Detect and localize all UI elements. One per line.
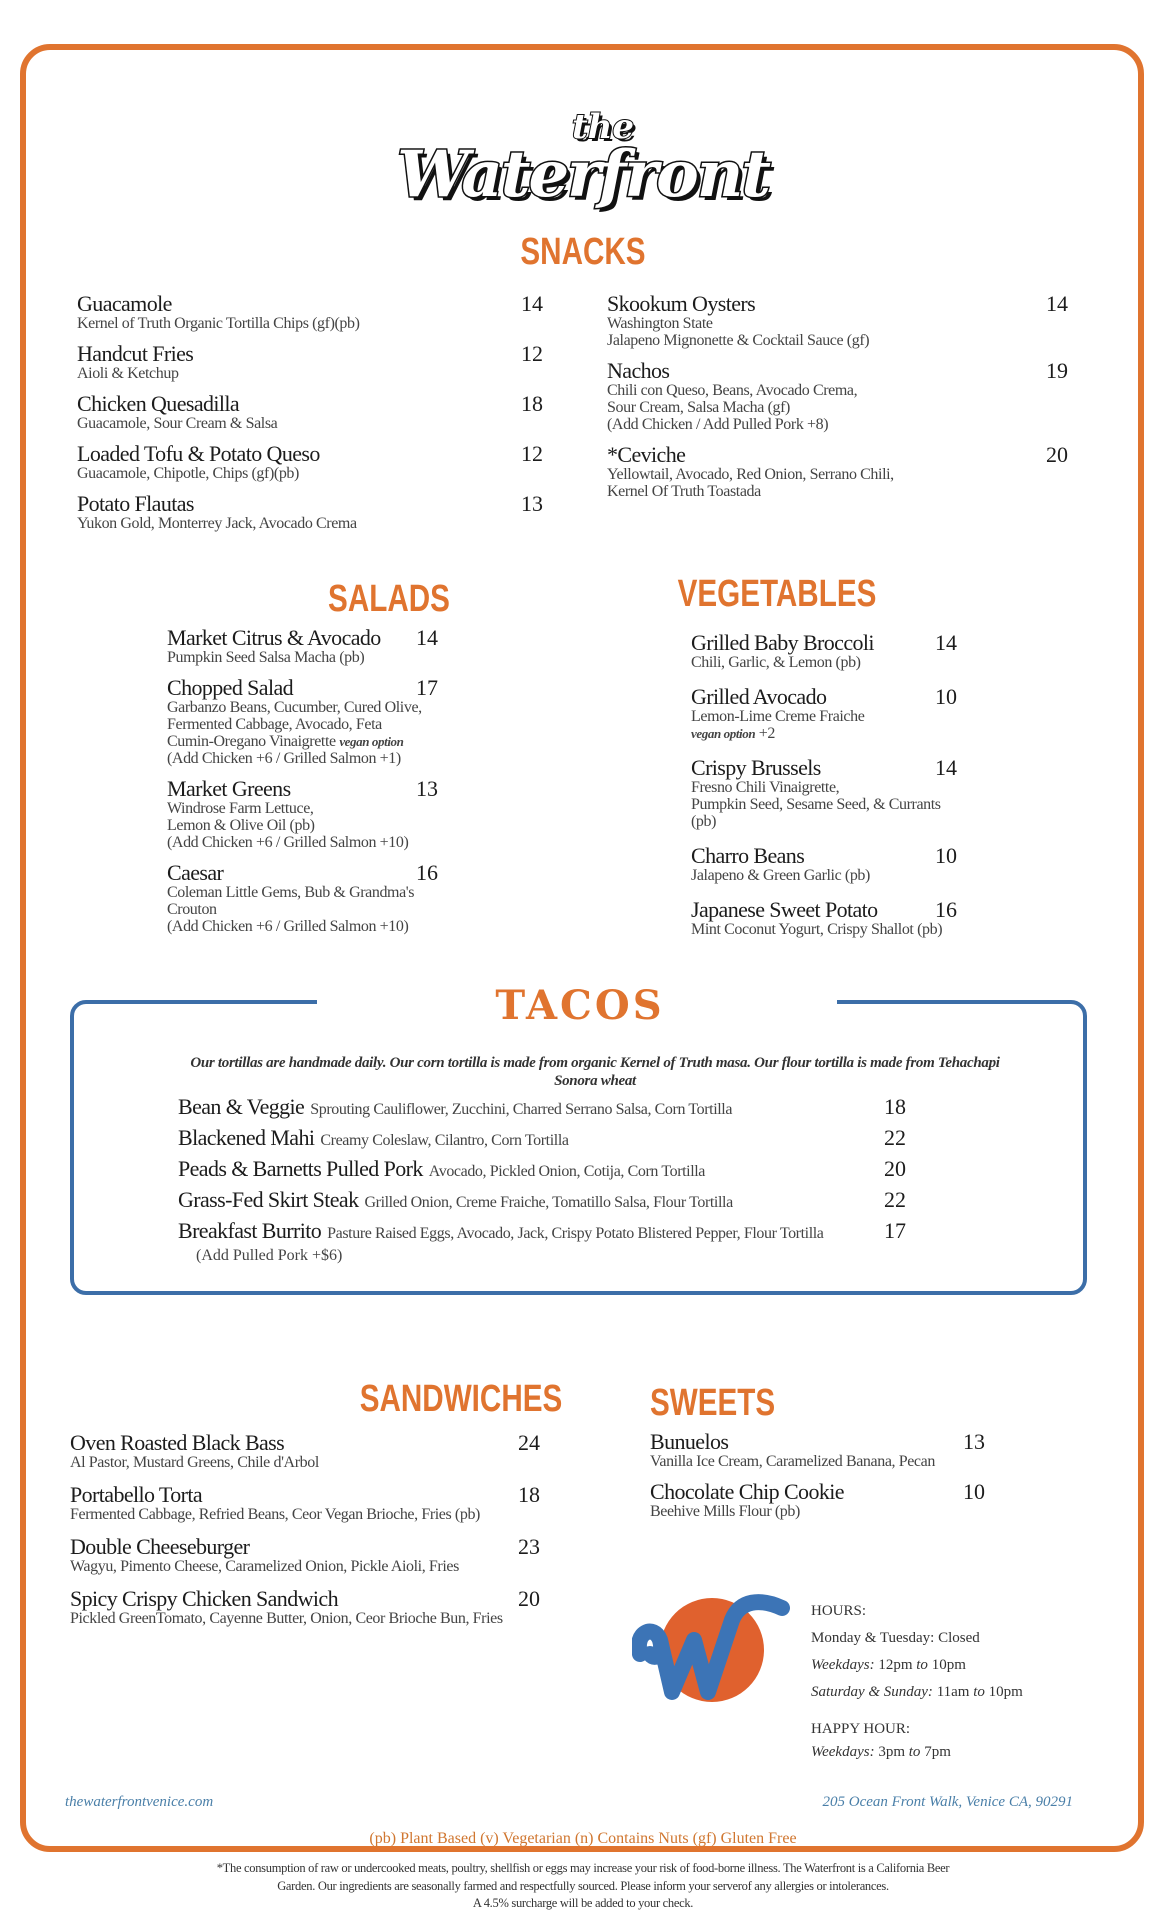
item-description — [607, 483, 1068, 500]
item-price: 10 — [963, 1479, 985, 1504]
item-description-text: (Add Chicken +6 / Grilled Salmon +1) — [167, 750, 401, 767]
item-price: 14 — [935, 630, 957, 655]
item-description — [607, 416, 1068, 433]
hours-closed: Monday & Tuesday: Closed — [811, 1630, 980, 1646]
item-price: 14 — [416, 625, 438, 650]
item-description — [691, 654, 957, 671]
item-description-text: Guacamole, Chipotle, Chips (gf)(pb) — [77, 465, 299, 482]
item-price: 23 — [518, 1534, 540, 1559]
hours-title: HOURS: — [811, 1603, 867, 1619]
menu-item — [691, 845, 957, 884]
taco-description: Grilled Onion, Creme Fraiche, Tomatillo Salsa, Flour Tortilla — [364, 1194, 733, 1211]
sweets-heading: SWEETS — [650, 1382, 776, 1424]
item-price: 13 — [521, 491, 543, 516]
item-description — [691, 779, 957, 796]
tacos-intro: Our tortillas are handmade daily. Our corn tortilla is made from organic Kernel of Truth masa. Our flour tortilla is made from Tehachapi Sonora wheat — [190, 1055, 1000, 1089]
menu-item — [77, 393, 543, 432]
salads-heading: SALADS — [328, 578, 450, 620]
menu-item — [691, 686, 957, 742]
item-description-text: Yukon Gold, Monterrey Jack, Avocado Crema — [77, 515, 357, 532]
taco-description: Pasture Raised Eggs, Avocado, Jack, Crispy Potato Blistered Pepper, Flour Tortilla — [327, 1225, 824, 1242]
item-description-text: Garbanzo Beans, Cucumber, Cured Olive, — [167, 699, 422, 716]
menu-item — [691, 899, 957, 938]
item-price: 14 — [1046, 291, 1068, 316]
disclaimer-line: Garden. Our ingredients are seasonally farmed and respectfully sourced. Please inform your serverof any allergies or intolerances. — [277, 1878, 889, 1893]
taco-price: 17 — [884, 1218, 906, 1243]
item-description-text: Cumin-Oregano Vinaigrette — [167, 733, 336, 750]
item-description — [167, 733, 438, 750]
menu-item — [167, 627, 438, 666]
item-description-text: Pumpkin Seed, Sesame Seed, & Currants (pb) — [691, 796, 941, 830]
item-name: Market Citrus & Avocado — [167, 625, 381, 650]
dietary-legend: (pb) Plant Based (v) Vegetarian (n) Contains Nuts (gf) Gluten Free — [369, 1830, 797, 1847]
hours-weekend-open: 11am — [936, 1684, 970, 1700]
item-description-text: Al Pastor, Mustard Greens, Chile d'Arbol — [70, 1454, 319, 1471]
logo-the: the — [571, 107, 635, 147]
taco-price: 20 — [884, 1156, 906, 1181]
item-price: 18 — [521, 391, 543, 416]
tacos-heading: TACOS — [495, 982, 665, 1029]
taco-description: Avocado, Pickled Onion, Cotija, Corn Tortilla — [428, 1163, 706, 1180]
item-description-text: Fermented Cabbage, Avocado, Feta — [167, 716, 382, 733]
item-price: 14 — [935, 755, 957, 780]
item-description-text: Jalapeno & Green Garlic (pb) — [691, 867, 870, 884]
item-description — [167, 901, 438, 918]
item-description-text: Yellowtail, Avocado, Red Onion, Serrano Chili, — [607, 466, 894, 483]
taco-name: Grass-Fed Skirt Steak — [178, 1187, 359, 1212]
item-description — [650, 1453, 985, 1470]
item-description-text: Washington State — [607, 315, 713, 332]
item-description — [167, 884, 438, 901]
item-name: Chopped Salad — [167, 675, 294, 700]
item-description — [70, 1558, 540, 1575]
item-price: 17 — [416, 675, 438, 700]
vegetables-heading: VEGETABLES — [677, 573, 877, 615]
menu-item — [607, 360, 1068, 433]
menu-item — [167, 778, 438, 851]
item-description — [691, 725, 957, 742]
item-price: 13 — [963, 1429, 985, 1454]
item-price: 20 — [518, 1586, 540, 1611]
item-description-text: Pumpkin Seed Salsa Macha (pb) — [167, 649, 365, 666]
item-name: Oven Roasted Black Bass — [70, 1430, 285, 1455]
website-link[interactable]: thewaterfrontvenice.com — [65, 1794, 214, 1810]
item-name: Grilled Avocado — [691, 684, 827, 709]
item-name: Japanese Sweet Potato — [691, 897, 878, 922]
logo-name: Waterfront — [397, 137, 769, 212]
item-name: Handcut Fries — [77, 341, 194, 366]
taco-description: Creamy Coleslaw, Cilantro, Corn Tortilla — [320, 1132, 569, 1149]
item-description — [607, 399, 1068, 416]
item-description-text: Kernel of Truth Organic Tortilla Chips (gf)(pb) — [77, 315, 360, 332]
taco-row — [178, 1094, 906, 1122]
item-description-text: Guacamole, Sour Cream & Salsa — [77, 415, 278, 432]
item-description — [77, 515, 543, 532]
item-description-text: Fresno Chili Vinaigrette, — [691, 779, 840, 796]
menu-item — [650, 1481, 985, 1520]
hours-to: to — [973, 1684, 985, 1700]
item-description-text: Coleman Little Gems, Bub & Grandma's — [167, 884, 415, 901]
item-name: Bunuelos — [650, 1429, 729, 1454]
item-description — [77, 415, 543, 432]
item-name: Skookum Oysters — [607, 291, 756, 316]
item-price: 13 — [416, 776, 438, 801]
menu-item — [77, 293, 543, 332]
item-name: Crispy Brussels — [691, 755, 821, 780]
item-description-text: Lemon-Lime Creme Fraiche — [691, 708, 865, 725]
item-description-text: Vanilla Ice Cream, Caramelized Banana, Pecan — [650, 1453, 935, 1470]
sandwiches-heading: SANDWICHES — [359, 1378, 563, 1420]
vegan-option-note: vegan option — [339, 734, 404, 749]
hours-to: to — [908, 1744, 921, 1760]
item-description — [167, 817, 438, 834]
menu-item — [77, 443, 543, 482]
w-monogram-icon — [632, 1592, 792, 1704]
item-name: Market Greens — [167, 776, 291, 801]
disclaimer — [160, 1860, 1006, 1913]
item-description — [607, 382, 1068, 399]
item-description — [607, 466, 1068, 483]
item-description — [167, 649, 438, 666]
item-description-text: Sour Cream, Salsa Macha (gf) — [607, 399, 790, 416]
item-price: 16 — [935, 897, 957, 922]
taco-row — [178, 1187, 906, 1215]
menu-item — [691, 757, 957, 830]
item-price: 14 — [521, 291, 543, 316]
item-name: Double Cheeseburger — [70, 1534, 250, 1559]
item-price: 12 — [521, 441, 543, 466]
sweets-list — [650, 1431, 985, 1531]
item-price: 12 — [521, 341, 543, 366]
item-description-text: Pickled GreenTomato, Cayenne Butter, Onion, Ceor Brioche Bun, Fries — [70, 1610, 503, 1627]
item-description-text: Chili con Queso, Beans, Avocado Crema, — [607, 382, 858, 399]
item-description — [167, 699, 438, 716]
item-price: 18 — [518, 1482, 540, 1507]
taco-row — [178, 1218, 906, 1246]
snacks-right-list — [607, 293, 1068, 511]
vegetables-list — [691, 632, 957, 953]
item-description-text: Windrose Farm Lettuce, — [167, 800, 314, 817]
disclaimer-line: *The consumption of raw or undercooked meats, poultry, shellfish or eggs may increase your risk of food-borne illness. The Waterfront is a California Beer — [216, 1861, 950, 1875]
item-description — [691, 796, 957, 830]
item-description-text: (Add Chicken / Add Pulled Pork +8) — [607, 416, 829, 433]
item-name: Loaded Tofu & Potato Queso — [77, 441, 320, 466]
taco-price: 18 — [884, 1094, 906, 1119]
menu-item — [607, 293, 1068, 349]
item-price: 24 — [518, 1430, 540, 1455]
item-description-text: Chili, Garlic, & Lemon (pb) — [691, 654, 861, 671]
item-description — [167, 918, 438, 935]
hours-weekend-close: 10pm — [988, 1684, 1023, 1700]
item-description-text: Jalapeno Mignonette & Cocktail Sauce (gf) — [607, 332, 870, 349]
item-description — [77, 315, 543, 332]
item-price: 10 — [935, 684, 957, 709]
taco-name: Blackened Mahi — [178, 1125, 315, 1150]
hours-weekdays-close: 10pm — [931, 1657, 966, 1673]
item-name: Potato Flautas — [77, 491, 194, 516]
menu-item — [77, 493, 543, 532]
menu-item — [167, 862, 438, 935]
item-description — [607, 315, 1068, 332]
item-name: Caesar — [167, 860, 224, 885]
item-description — [167, 716, 438, 733]
item-price: 10 — [935, 843, 957, 868]
item-description-text: Aioli & Ketchup — [77, 365, 179, 382]
item-name: Charro Beans — [691, 843, 805, 868]
taco-price: 22 — [884, 1125, 906, 1150]
happy-hour-open: 3pm — [878, 1744, 906, 1760]
item-name: Spicy Crispy Chicken Sandwich — [70, 1586, 338, 1611]
hours-weekdays — [811, 1652, 1023, 1679]
menu-item — [70, 1536, 540, 1575]
item-description-text: (Add Chicken +6 / Grilled Salmon +10) — [167, 834, 409, 851]
item-description-text: Fermented Cabbage, Refried Beans, Ceor Vegan Brioche, Fries (pb) — [70, 1506, 480, 1523]
item-description — [691, 921, 957, 938]
happy-hour-label: Weekdays: — [811, 1744, 875, 1760]
menu-item — [70, 1484, 540, 1523]
menu-item — [77, 343, 543, 382]
taco-row — [178, 1156, 906, 1184]
item-description-text: Crouton — [167, 901, 217, 918]
disclaimer-line: A 4.5% surcharge will be added to your check. — [472, 1896, 694, 1910]
item-description-text: Lemon & Olive Oil (pb) — [167, 817, 315, 834]
menu-item — [650, 1431, 985, 1470]
item-name: Grilled Baby Broccoli — [691, 630, 874, 655]
item-price: 19 — [1046, 358, 1068, 383]
menu-item — [70, 1432, 540, 1471]
item-description-text: Beehive Mills Flour (pb) — [650, 1503, 800, 1520]
item-description — [650, 1503, 985, 1520]
item-description — [70, 1454, 540, 1471]
tacos-addon: (Add Pulled Pork +$6) — [196, 1247, 343, 1264]
item-description — [70, 1610, 540, 1627]
item-description — [691, 708, 957, 725]
item-name: Nachos — [607, 358, 670, 383]
taco-name: Peads & Barnetts Pulled Pork — [178, 1156, 423, 1181]
item-name: Portabello Torta — [70, 1482, 203, 1507]
item-description-text: +2 — [758, 725, 776, 742]
item-description — [167, 800, 438, 817]
item-description — [77, 465, 543, 482]
menu-item — [167, 677, 438, 767]
item-description — [607, 332, 1068, 349]
taco-price: 22 — [884, 1187, 906, 1212]
item-price: 20 — [1046, 442, 1068, 467]
happy-hour-weekdays — [811, 1743, 1023, 1761]
hours-weekend-label: Saturday & Sunday: — [811, 1684, 933, 1700]
hours-weekdays-label: Weekdays: — [811, 1657, 875, 1673]
hours-block — [811, 1598, 1023, 1761]
item-description-text: (Add Chicken +6 / Grilled Salmon +10) — [167, 918, 409, 935]
taco-description: Sprouting Cauliflower, Zucchini, Charred Serrano Salsa, Corn Tortilla — [310, 1101, 733, 1118]
item-name: Chicken Quesadilla — [77, 391, 240, 416]
hours-weekdays-open: 12pm — [878, 1657, 913, 1673]
salads-list — [167, 627, 438, 946]
item-name: Chocolate Chip Cookie — [650, 1479, 844, 1504]
item-name: *Ceviche — [607, 442, 686, 467]
menu-item — [691, 632, 957, 671]
happy-hour-title: HAPPY HOUR: — [811, 1721, 911, 1737]
item-description — [70, 1506, 540, 1523]
hours-weekend — [811, 1679, 1023, 1706]
waterfront-logo — [0, 107, 1166, 212]
item-description — [167, 750, 438, 767]
snacks-heading: SNACKS — [520, 231, 646, 273]
happy-hour-close: 7pm — [924, 1744, 951, 1760]
item-description — [77, 365, 543, 382]
taco-name: Bean & Veggie — [178, 1094, 305, 1119]
taco-row — [178, 1125, 906, 1153]
item-name: Guacamole — [77, 291, 172, 316]
item-price: 16 — [416, 860, 438, 885]
item-description-text: Kernel Of Truth Toastada — [607, 483, 761, 500]
item-description — [167, 834, 438, 851]
menu-item — [70, 1588, 540, 1627]
hours-to: to — [916, 1657, 928, 1673]
snacks-left-list — [77, 293, 543, 543]
vegan-option-note: vegan option — [691, 726, 756, 741]
item-description-text: Mint Coconut Yogurt, Crispy Shallot (pb) — [691, 921, 943, 938]
item-description-text: Wagyu, Pimento Cheese, Caramelized Onion, Pickle Aioli, Fries — [70, 1558, 459, 1575]
menu-item — [607, 444, 1068, 500]
address: 205 Ocean Front Walk, Venice CA, 90291 — [822, 1794, 1073, 1810]
item-description — [691, 867, 957, 884]
sandwiches-list — [70, 1432, 540, 1640]
taco-name: Breakfast Burrito — [178, 1218, 322, 1243]
